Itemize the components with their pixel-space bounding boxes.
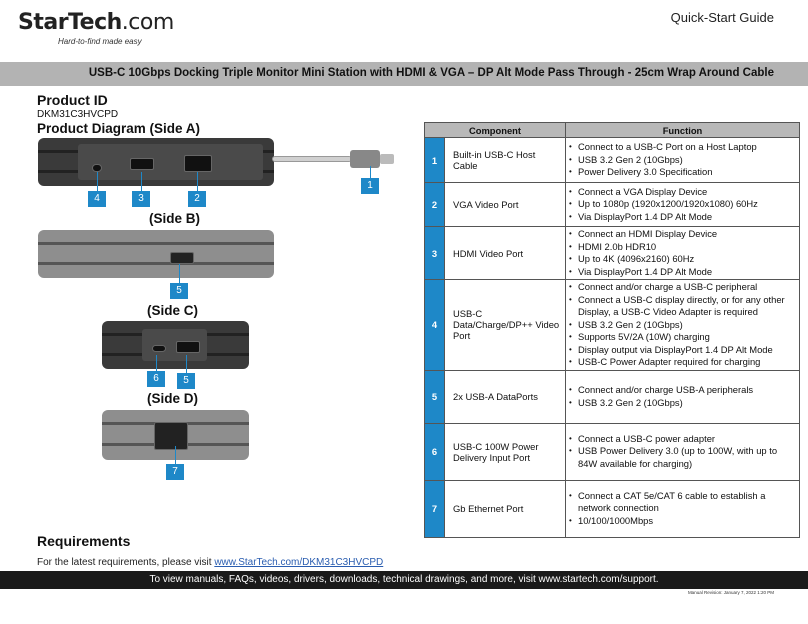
callout-6: 6 [147,371,165,387]
side-b-label: (Side B) [149,211,201,226]
callout-5-side-b: 5 [170,283,188,299]
callout-4: 4 [88,191,106,207]
function-item: • Connect a VGA Display Device [569,186,796,199]
requirements-title: Requirements [37,533,131,549]
hdmi-port-icon [130,158,154,170]
row-number: 1 [425,138,445,183]
function-item: • USB 3.2 Gen 2 (10Gbps) [569,397,796,410]
function-list [566,370,800,423]
startech-logo [18,10,174,46]
side-a-panel [78,144,263,180]
usb-c-plug-tip [380,154,394,164]
doc-type: Quick-Start Guide [670,10,774,25]
table-row [425,183,800,227]
callout-7: 7 [166,464,184,480]
function-item: • USB 3.2 Gen 2 (10Gbps) [569,319,796,332]
row-number: 4 [425,280,445,371]
function-item: • USB 3.2 Gen 2 (10Gbps) [569,154,796,167]
function-item: • Connect and/or charge USB-A peripherals [569,384,796,397]
table-row [425,423,800,480]
row-number: 6 [425,423,445,480]
row-number: 7 [425,480,445,537]
side-d-label: (Side D) [147,391,199,406]
table-header-function: Function [566,123,800,138]
row-number: 2 [425,183,445,227]
function-list [566,138,800,183]
table-row [425,138,800,183]
function-item: • USB Power Delivery 3.0 (up to 100W, with up to 84W available for charging) [569,445,796,470]
component-name: HDMI Video Port [445,227,566,280]
callout-1: 1 [361,178,379,194]
usb-c-power-port-icon [152,345,166,352]
usb-c-plug-icon [350,150,380,168]
callout-2: 2 [188,191,206,207]
function-list [566,227,800,280]
function-item: • Connect a USB-C display directly, or for any other Display, a USB-C Video Adapter is required [569,294,796,319]
component-name: USB-C Data/Charge/DP++ Video Port [445,280,566,371]
function-item: • Power Delivery 3.0 Specification [569,166,796,179]
function-item: • Connect a USB-C power adapter [569,433,796,446]
device-side-b [38,230,274,278]
component-name: 2x USB-A DataPorts [445,370,566,423]
device-side-a [38,138,274,186]
requirements-link[interactable]: www.StarTech.com/DKM31C3HVCPD [214,557,384,568]
diagram-title: Product Diagram (Side A) [37,121,201,136]
function-item: • Display output via DisplayPort 1.4 DP Alt Mode [569,344,796,357]
product-id-value: DKM31C3HVCPD [37,109,119,120]
logo-dot-com: .com [121,10,174,35]
requirements-text [37,557,383,568]
function-list [566,183,800,227]
function-item: • Connect an HDMI Display Device [569,228,796,241]
product-title: USB-C 10Gbps Docking Triple Monitor Mini Station with HDMI & VGA – DP Alt Mode Pass Through - 25cm Wrap Around Cable [88,67,774,79]
callout-3: 3 [132,191,150,207]
component-function-table [424,122,800,538]
table-row [425,227,800,280]
ethernet-port-icon [154,422,188,450]
callout-5-side-c: 5 [177,373,195,389]
vga-port-icon [184,155,212,172]
function-item: • HDMI 2.0b HDR10 [569,241,796,254]
function-item: • Connect to a USB-C Port on a Host Laptop [569,141,796,154]
device-side-c [102,321,249,369]
product-id-label: Product ID [37,92,108,108]
function-item: • Supports 5V/2A (10W) charging [569,331,796,344]
component-name: USB-C 100W Power Delivery Input Port [445,423,566,480]
function-item: • Up to 4K (4096x2160) 60Hz [569,253,796,266]
support-footer: To view manuals, FAQs, videos, drivers, downloads, technical drawings, and more, visit www.startech.com/support. [0,571,808,589]
logo-main: StarTech [18,10,122,35]
function-item: • Connect a CAT 5e/CAT 6 cable to establish a network connection [569,490,796,515]
function-item: • Via DisplayPort 1.4 DP Alt Mode [569,266,796,279]
row-number: 3 [425,227,445,280]
component-name: Built-in USB-C Host Cable [445,138,566,183]
side-c-label: (Side C) [147,303,199,318]
usb-c-host-cable [272,156,352,162]
title-bar [0,62,808,86]
function-item: • USB-C Power Adapter required for charging [569,356,796,369]
table-row [425,370,800,423]
table-row [425,480,800,537]
function-item: • Connect and/or charge a USB-C peripheral [569,281,796,294]
row-number: 5 [425,370,445,423]
manual-revision: Manual Revision: January 7, 2022 1:20 PM [687,590,774,595]
usb-c-port-icon [92,164,102,172]
requirements-text-lead: For the latest requirements, please visit [37,557,215,568]
function-list [566,423,800,480]
usb-a-port-icon [176,341,200,353]
function-item: • Via DisplayPort 1.4 DP Alt Mode [569,211,796,224]
component-name: VGA Video Port [445,183,566,227]
function-list [566,480,800,537]
usb-a-port-icon [170,252,194,264]
function-item: • 10/100/1000Mbps [569,515,796,528]
function-list [566,280,800,371]
logo-tagline: Hard-to-find made easy [58,37,142,46]
table-header-component: Component [425,123,566,138]
component-name: Gb Ethernet Port [445,480,566,537]
table-row [425,280,800,371]
function-item: • Up to 1080p (1920x1200/1920x1080) 60Hz [569,198,796,211]
